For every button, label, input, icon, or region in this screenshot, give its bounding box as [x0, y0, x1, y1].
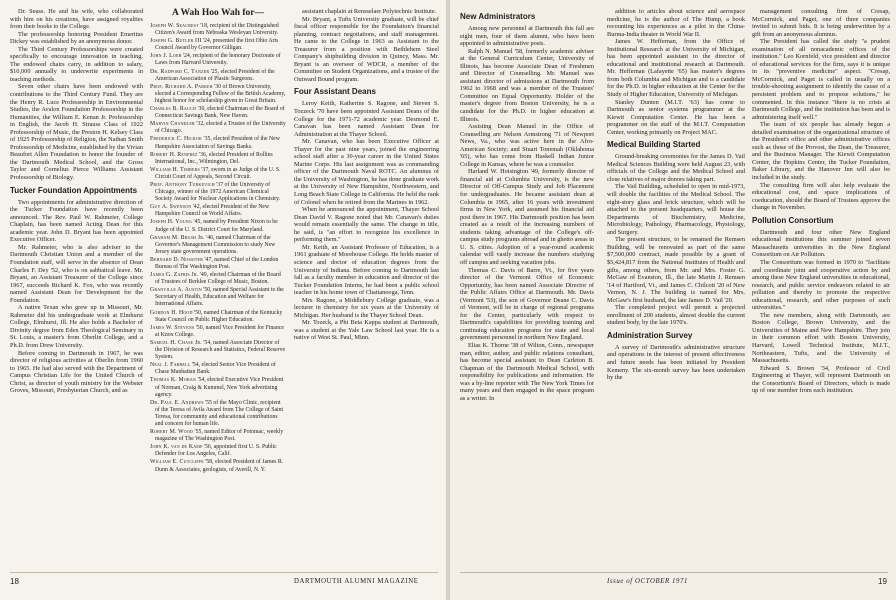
honor-entry: [150, 257, 286, 271]
honor-description: '56, appointed first U. S. Public Defender for Los Angeles, Calif.: [155, 444, 277, 458]
paragraph: Among new personnel at Dartmouth this fall are eight men, four of them alumni, who have been appointed to administrative posts.: [460, 25, 594, 48]
paragraph: Mr. Keith, an Assistant Professor of Education, is a 1961 graduate of Morehouse College. He holds master of science and doctor of education degrees from the University of Indiana. Before coming to Dartmouth last fall as a faculty member in education and director of the Tucker Foundation Interns, he had been a public school teacher in his home town of Chattanooga, Tenn.: [294, 243, 439, 297]
paragraph: A native Texan who grew up in Missouri, Mr. Rahmeier did his undergraduate work at Elmhurst College, Elmhurst, Ill. He also holds a Bachelor of Divinity degree from Eden Theological Seminary in St. Louis, a master's from Oberlin College, and a Ph.D. from Drew University.: [10, 304, 143, 349]
honor-entry: [150, 272, 286, 286]
paragraph: Elias K. Thorne '38 of Wilton, Conn., newspaper man, editor, author, and public relations consultant, has become special assistant to Dean Carleton B. Chapman of the Dartmouth Medical School, with responsibility for publications and information. He was a by-line reporter with The New York Times for many years and then engaged in the space program as a writer. In: [460, 341, 594, 402]
running-head: DARTMOUTH ALUMNI MAGAZINE: [294, 578, 419, 585]
honor-description: '25, elected President of the American Association of Plastic Surgeons.: [155, 68, 275, 82]
paragraph: The completed project will permit a projected enrollment of 200 students, almost double the current student body, by the late 1970's.: [607, 304, 745, 327]
honor-entry: [150, 152, 286, 166]
honoree-name: Robert H. Renfrez: [150, 151, 198, 158]
honor-description: '50, named Chairman of the Kentucky State Council on Public Higher Education.: [155, 309, 283, 323]
honoree-name: James W. Stevens: [150, 324, 195, 331]
paragraph: The President has called the study "a prudent examination of all nonacademic offices of the institution." Leo Kornfeld, vice president and director of educational services for the firm, says it is unique in its "preventive medicine" aspect. "Cresap, McCormick, and Paget is called in usually on a trouble-shooting assignment to identify the cause of a persistent problem and to propose solutions," he commented. In this instance "there is no crisis at Dartmouth College, and the institution has been and is administering itself well.": [752, 38, 890, 121]
right-col2-paras: [607, 8, 745, 136]
honor-description: '24, presented the first Ohio Arts Council Award by Governor Gilligan.: [155, 38, 279, 52]
honor-entry: [150, 325, 286, 339]
paragraph: When he announced the appointment, Thayer School Dean David V. Ragone noted that Mr. Canavan's duties would remain essentially the same. The change in title, he said, is "an effort to recognize his excellence in performing them.": [294, 206, 439, 244]
paragraph: Two appointments for administrative direction of the Tucker Foundation have recently been announced. The Rev. Paul W. Rahmeier, College Chaplain, has been named Acting Dean for this academic year. John D. Bryant has been appointed Executive Officer.: [10, 198, 143, 244]
honor-description: '32, elected a Trustee of the University of Chicago.: [155, 121, 286, 135]
honor-entry: [150, 23, 286, 37]
right-col2-paras2: [607, 153, 745, 327]
honoree-name: Neal J. Farrell: [150, 362, 191, 369]
wah-hoo-wah-title: A Wah Hoo Wah for—: [171, 8, 265, 18]
honoree-name: James G. Zafris Jr.: [150, 272, 199, 279]
left-col1-paras: [10, 8, 143, 182]
paragraph: The Vail Building, scheduled to open in mid-1973, will double the facilities of the Medical School. The eight-story glass and brick structure, which will be attached to the present headquarters, will house the Departments of Biochemistry, Medicine, Microbiology, Pathology, Pharmacology, Physiology, and Surgery.: [607, 183, 745, 236]
honor-entry: [150, 204, 286, 218]
honor-description: '47, named Chief of the London Bureau of The Washington Post.: [155, 256, 279, 270]
paragraph: Mr. Bryant, a Tufts University graduate, will be chief fiscal officer responsible for the Foundation's financial planning, contract negotiations, and staff management. He came to the College in 1963 as Assistant to the Treasurer from a position with Bethlehem Steel Company's shipbuilding division in Quincy, Mass. Mr. Bryant is an overseer of WDCR, a member of the Committee on Student Organizations, and a trustee of the Outward Bound program.: [294, 15, 439, 83]
honor-entry: [150, 235, 286, 256]
honor-entry: [150, 182, 286, 203]
paragraph: Mrs. Ragone, a Middlebury College graduate, was a lecturer in chemistry for six years at the University of Michigan. Her husband is the Thayer School Dean.: [294, 296, 439, 319]
medical-building-heading: Medical Building Started: [607, 140, 701, 150]
honor-description: '54, elected Executive Vice President of Norman, Craig & Kummel, New York advertising agency.: [155, 377, 284, 398]
paragraph: James W. Heffernan, from the Office of Institutional Research at the University of Michigan, has been appointed assistant to the director of educational and institutional research at Dartmouth. Mr. Heffernan (Lafayette '65) has master's degrees from both Columbia and Michigan and is a candidate for the Ph.D. in higher education at the Center for the Study of Higher Education, University of Michigan.: [607, 38, 745, 99]
honor-description: '58, elected President of James R. Dunn & Associates, geologists, of Averill, N. Y.: [155, 459, 284, 473]
honoree-name: Gordon H. Hood: [150, 309, 193, 316]
paragraph: The present structure, to be renamed the Remsen Building, will be renovated as part of the same $7,500,000 contract, made possible by a grant of $5,424,817 from the National Institutes of Health and gifts, among others, from Mr. and Mrs. Foster G. McGaw of Evanston, Ill., the late Martin J. Remsen '14 of Hartford, Vt., and James C. Chilcott '20 of New Vernon, N. J. The building is named for Mrs. McGaw's first husband, the late James D. Vail '20.: [607, 236, 745, 304]
paragraph: addition to articles about science and aerospace medicine, he is the author of The Hump, a book recounting his experiences as a pilot in the China-Burma-India theater in World War II.: [607, 8, 745, 38]
right-col3-paras: [752, 8, 890, 212]
honor-entry: [150, 400, 286, 428]
honor-entry: [150, 84, 286, 105]
honor-entry: [150, 121, 286, 135]
pollution-consortium-heading: Pollution Consortium: [752, 215, 834, 225]
paragraph: The consulting firm will also help evaluate the educational cost, and space implications of coeducation, should the Board of Trustees approve the change in November.: [752, 181, 890, 212]
paragraph: Mr. Rahmeier, who is also adviser to the Dartmouth Christian Union and a member of the Foundation staff, will serve in the absence of Dean Charles F. Dey '52, who is on sabbatical leave. Mr. Bryant, an Assistant Treasurer of the College since 1967, succeeds Richard K. Fox, who was recently named Assistant Dean for Development for the Foundation.: [10, 243, 143, 304]
honoree-name: Prof. Anthony Turkevich: [150, 181, 215, 188]
honoree-name: Bernard D. Nossiter: [150, 256, 204, 263]
honors-list: [150, 23, 286, 474]
honoree-name: Graham M. Brush Jr.: [150, 234, 205, 241]
paragraph: Ground-breaking ceremonies for the James D. Vail Medical Sciences Building were held August 23, with officials of the College and the Medical School and close relatives of major donors taking part.: [607, 153, 745, 183]
paragraph: Harland W. Hoisington '49, formerly director of financial aid at Columbia University, is the new Director of Off-Campus Study and Job Placement for undergraduates. He became assistant dean at Columbia in 1965, after 16 years with investment firms in New York, and assumed his financial aid post there in 1967. His Dartmouth position has been created as a result of the increasing numbers of students taking advantage of the College's off-campus study programs abroad and in ghetto areas in U. S. cities. Adoption of a year-round academic calendar will vastly increase the numbers studying off campus and seeking vacation jobs.: [460, 168, 594, 266]
right-column-3: [752, 8, 890, 563]
paragraph: Stanley Dunten (M.I.T. '63) has come to Dartmouth as senior systems programmer at the Kiewit Computation Center. He has been a programmer on the staff of the M.I.T. Computation Center, working primarily on Project MAC.: [607, 98, 745, 136]
honor-description: '37, sworn in as Judge of the U. S. Circuit Court of Appeals, Second Circuit.: [155, 166, 281, 180]
paragraph: Mr. Canavan, who has been Executive Officer at Thayer for the past nine years, joined the engineering school staff after a 30-year career in the United States Marine Corps. His last assignment was as commanding officer of the Dartmouth Naval ROTC. An alumnus of the University of Washington, he has done graduate work at the University of New Hampshire, Northwestern, and Long Beach State College in California. He held the rank of Colonel when he retired from the Marines in 1962.: [294, 138, 439, 206]
honor-description: '36, elected President of Rollins International, Inc., Wilmington, Del.: [155, 151, 273, 165]
honor-entry: [150, 362, 286, 376]
honor-description: '46, named Chairman of the Governor's Management Commission to study New Jersey state government operations.: [155, 234, 276, 255]
honor-entry: [150, 459, 286, 473]
paragraph: The team of six people has already begun a detailed examination of the organizational structure of the President's office and other administrative offices such as those of the Provost, the Dean, the Treasurer, and the Business Manager. The Kiewit Computation Center, the Hopkins Center, the Tucker Foundation, Baker Library, and the Hanover Inn will also be included in the study.: [752, 121, 890, 182]
right-col3-paras2: [752, 229, 890, 395]
right-page: [450, 0, 896, 600]
page-number-left: 18: [10, 577, 19, 586]
right-column-2: [607, 8, 745, 563]
paragraph: Dr. Seuss. He and his wife, who collaborated with him on his creations, have assigned royalties from their books to the College.: [10, 8, 143, 31]
honoree-name: Frederick C. Hickok: [150, 136, 203, 143]
left-column-1: [10, 8, 143, 563]
paragraph: Before coming to Dartmouth in 1967, he was director of religious activities at Oberlin from 1960 to 1965. He had also served with the Department of Campus Christian Life for the United Church of Christ, as director of youth ministry for the Webster Groves, Missouri, Presbyterian Church, and as: [10, 349, 143, 395]
paragraph: The Third Century Professorships were created specifically to encourage innovation in teaching. The endowed chairs carry, in addition to salary, $10,000 annually to underwrite experiments in teaching methods.: [10, 45, 143, 83]
paragraph: A survey of Dartmouth's administrative structure and operations in the interest of present effectiveness and future needs has been initiated by President Kemeny. The six-month survey has been undertaken by the: [607, 343, 745, 382]
four-assistant-deans-heading: Four Assistant Deans: [294, 87, 376, 97]
paragraph: The professorship honoring President Emeritus Dickey was established by an anonymous donor.: [10, 30, 143, 46]
honoree-name: Robert M. Wood: [150, 429, 194, 436]
honoree-name: William E. Cutcliffe: [150, 459, 204, 466]
honor-description: '30 of Brown University, elected a Corresponding Fellow of the British Academy, highest honor for scholarship given in Great Britain.: [155, 83, 286, 104]
honor-entry: [150, 444, 286, 458]
paragraph: assistant chaplain at Rensselaer Polytechnic Institute.: [302, 8, 437, 15]
honor-description: '55 of the Mayo Clinic, recipient of the Teresa of Avila Award from The College of Saint Teresa, for community and educational contributions and concern for human life.: [155, 399, 284, 427]
right-column-1: [460, 8, 594, 563]
honor-entry: [150, 219, 286, 233]
paragraph: Ralph N. Manuel '58, formerly academic adviser at the General Curriculum Center, University of Illinois, has become Associate Dean of Freshmen and Director of Counselling. Mr. Manuel was assistant director of admissions at Dartmouth from 1962 to 1968 and was a member of the Trustees' Committee on Equal Opportunity. Holder of the master's degree from Boston University, he is a candidate for the Ph.D. in higher education at Illinois.: [460, 47, 594, 123]
paragraph: Mr. Tozeck, a Phi Beta Kappa student at Dartmouth, was a student at the Yale Law School last year. He is a native of West St. Paul, Minn.: [294, 319, 439, 342]
footer-rule-left: [10, 572, 438, 573]
honor-description: '37 of the University of Chicago, winner of the 1972 American Chemical Society Award for Nuclear Applications in Chemistry.: [155, 181, 281, 203]
paragraph: management consulting firm of Cresap, McCormick, and Paget, one of three companies invited to submit bids. It is being underwritten by a gift from an anonymous alumnus.: [752, 8, 890, 38]
honor-entry: [150, 136, 286, 150]
honor-description: '45, named by President Nixon to be Judge of the U. S. District Court for Maryland.: [155, 219, 278, 233]
honoree-name: William H. Timbers: [150, 166, 200, 173]
honoree-name: Samuel H. Chase Jr.: [150, 339, 202, 346]
left-page: [0, 0, 446, 600]
honor-description: '54, elected Senior Vice President of Chase Manhattan Bank.: [155, 362, 276, 376]
honor-description: '42, elected President of the New Hampshire Council on World Affairs.: [155, 204, 270, 218]
honor-entry: [150, 340, 286, 361]
paragraph: Dartmouth and four other New England educational institutions this summer joined seven Massachusetts universities in the New England Consortium on Air Pollution.: [752, 228, 890, 259]
honoree-name: Marvin Chandler: [150, 121, 195, 128]
honoree-name: Joseph W. Seacrest: [150, 23, 199, 29]
honor-description: '24, recipient of the honorary Doctorate of Laws from Harvard University.: [155, 53, 281, 67]
honor-entry: [150, 377, 286, 398]
honor-entry: [150, 167, 286, 181]
honoree-name: Guy A. Swenson: [150, 204, 192, 211]
left-col3-paras: [294, 8, 439, 83]
paragraph: Thomas C. Davis of Barre, Vt., for five years director of the Vermont Office of Economic Opportunity, has been named Associate Director of the Public Affairs Office at Dartmouth. Mr. Davis (Vermont '53), the son of Governor Deane C. Davis of Vermont, will be in charge of regional programs for the Center, particularly with respect to Dartmouth's capabilities for providing training and continuing education programs for state and local government personnel in northern New England.: [460, 266, 594, 342]
honoree-name: Charles B. Rauch: [150, 106, 197, 113]
honor-description: '50, named Special Assistant to the Secretary of Health, Education and Welfare for International Affairs.: [155, 287, 284, 308]
honor-entry: [150, 38, 286, 52]
honor-description: '18, recipient of the Distinguished Citizen's Award from Nebraska Wesleyan University.: [155, 23, 279, 37]
honor-entry: [150, 106, 286, 120]
honor-description: '55, named Editor of Potomac, weekly magazine of The Washington Post.: [155, 429, 284, 443]
paragraph: Edward S. Brown '34, Professor of Civil Engineering at Thayer, will represent Dartmouth on the Consortium's Board of Directors, which is made up of one member from each institution.: [752, 364, 890, 395]
left-col1-paras2: [10, 199, 143, 395]
honoree-name: Prof. Richard A. Parker: [150, 83, 213, 90]
paragraph: Assisting Dean Manuel in the Office of Counselling are Nelson Armstrong '71 of Newport News, Va., who was active here in the Afro-American Society; and Stuart Tonemah (Oklahoma '65), who has come from Haskell Indian Junior College in Kansas, where he was a counselor.: [460, 123, 594, 168]
honor-entry: [150, 429, 286, 443]
tucker-foundation-heading: Tucker Foundation Appointments: [10, 185, 138, 195]
right-col1-paras: [460, 25, 594, 402]
left-column-3: [294, 8, 439, 563]
footer-rule-right: [460, 572, 888, 573]
honoree-name: Thomas K. Moran: [150, 377, 197, 384]
honor-description: '50, named Vice President for Finance at Knox College.: [155, 324, 284, 338]
left-col3-paras2: [294, 100, 439, 342]
honoree-name: Joseph H. Young: [150, 219, 192, 226]
administration-survey-heading: Administration Survey: [607, 330, 693, 340]
honor-entry: [150, 310, 286, 324]
honoree-name: John K. van de Kamp: [150, 444, 203, 451]
honor-description: '54, named Associate Director of the Division of Research and Statistics, Federal Reserve System.: [155, 339, 286, 361]
honor-description: '30, elected Chairman of the Board of Connecticut Savings Bank, New Haven.: [155, 106, 285, 120]
paragraph: Seven other chairs have been endowed with contributions to the Third Century Fund. They are the Henry R. Luce Professorship in Environmental Studies, the Avalon Foundation Professorship in the Humanities, the William E. Kenan Jr. Professorship in English, the Jacob H. Strauss Class of 1922 Professorship of Music, the Preston H. Kelsey Class of 1925 Professorship of Religion, the Nathan Smith Professorship of Medicine, established by the Vivian Beaufort Allen Foundation to honor the founder of the Dartmouth Medical School, and the Gross Taylor and Cornelius Pierce Williams Assistant Professorship of Biology.: [10, 83, 143, 182]
honor-description: '35, elected President of the New Hampshire Association of Savings Banks.: [155, 136, 280, 150]
honor-entry: [150, 69, 286, 83]
issue-date: Issue of OCTOBER 1971: [607, 578, 689, 585]
honor-entry: [150, 287, 286, 308]
paragraph: Leroy Keith, Katherine S. Ragone, and Steven S. Tozzeck '70 have been appointed Assistant Deans of the College for the 1971-72 academic year. Desmond E. Canavan has been named Assistant Dean for Administration at the Thayer School.: [294, 100, 439, 138]
honoree-name: Granville A. Austin: [150, 287, 202, 294]
paragraph: The Consortium was formed in 1970 to "facilitate and coordinate joint and cooperative action by and among these New England universities in educational, research, and public service endeavors related to air pollution and thereby to promote the respective educational, research, and other purposes of such universities.": [752, 258, 890, 312]
page-number-right: 19: [878, 577, 887, 586]
honoree-name: John J. Loeb: [150, 53, 182, 60]
honor-description: '49, elected Chairman of the Board of Trustees of Berklee College of Music, Boston.: [155, 272, 281, 286]
new-administrators-heading: New Administrators: [460, 12, 536, 21]
honoree-name: Dr. Paul E. Andrews: [150, 399, 204, 406]
right-col2-paras3: [607, 344, 745, 382]
honoree-name: Joseph G. Butler III: [150, 38, 202, 45]
wah-hoo-wah-column: [150, 8, 286, 563]
paragraph: The new members, along with Dartmouth, are Boston College, Brown University, and the Universities of Maine and New Hampshire. They join in their common effort with Boston University, Harvard, Lowell Technical Institute, M.I.T., Northeastern, Tufts, and the University of Massachusetts.: [752, 311, 890, 365]
honoree-name: Dr. Radford C. Tanzer: [150, 68, 210, 75]
honor-entry: [150, 53, 286, 67]
